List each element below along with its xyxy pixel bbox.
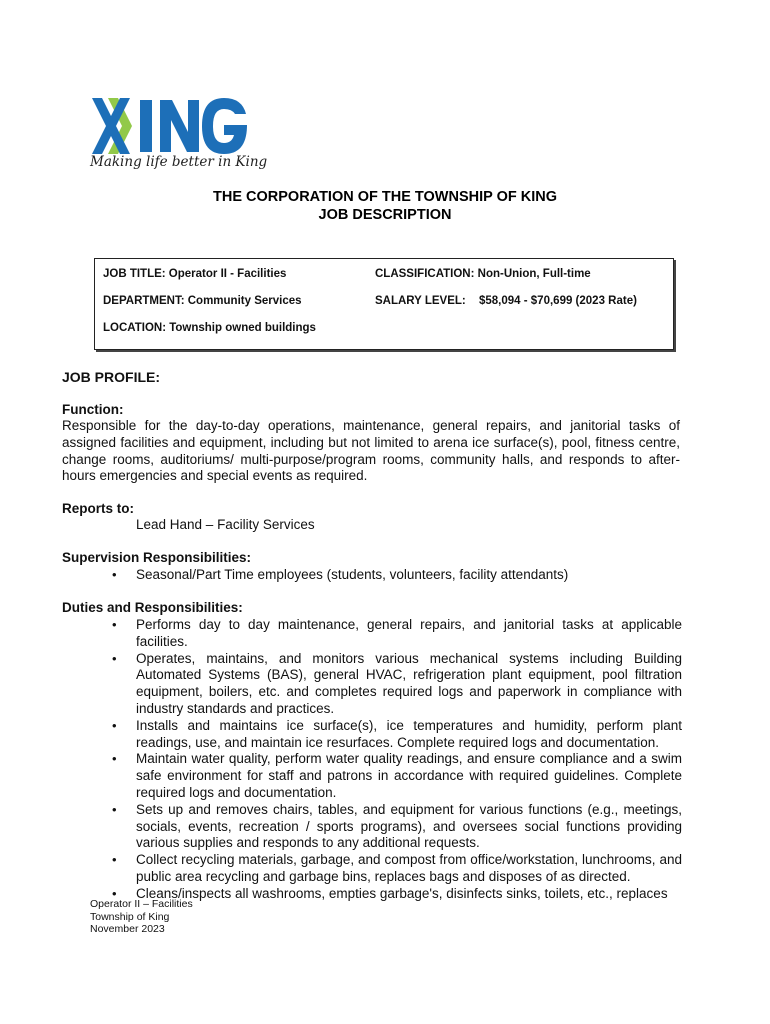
function-heading: Function: — [62, 402, 124, 417]
bullet-icon: • — [112, 650, 117, 666]
list-item: • Cleans/inspects all washrooms, empties garbage's, disinfects sinks, toilets, etc., replaces — [112, 885, 668, 901]
bullet-icon: • — [112, 567, 117, 582]
salary-value: $58,094 - $70,699 (2023 Rate) — [479, 295, 637, 307]
list-item: • Seasonal/Part Time employees (students, volunteers, facility attendants) — [112, 567, 569, 582]
footer-line-1: Operator II – Facilities — [90, 898, 193, 910]
footer-line-3: November 2023 — [90, 923, 165, 936]
list-item: • Collect recycling materials, garbage, and compost from office/workstation, lunchrooms, and public area recycling and garbage bins, replaces bags and disposes of as directed. — [112, 852, 682, 884]
footer-line-2: Township of King — [90, 910, 170, 923]
supervision-list — [62, 567, 682, 584]
reports-to-heading: Reports to: — [62, 501, 134, 516]
location: LOCATION: Township owned buildings — [103, 322, 316, 334]
document-title: JOB DESCRIPTION — [318, 207, 452, 223]
duties-heading: Duties and Responsibilities: — [62, 600, 243, 615]
supervision-heading: Supervision Responsibilities: — [62, 550, 252, 565]
logo-tagline: Making life better in King — [90, 154, 268, 170]
job-profile-heading: JOB PROFILE: — [62, 369, 161, 385]
bullet-icon: • — [112, 617, 117, 632]
classification: CLASSIFICATION: Non-Union, Full-time — [375, 268, 591, 280]
list-item: • Operates, maintains, and monitors various mechanical systems including Building Automated Systems (BAS), general HVAC, refrigeration plant equipment, pool filtration equipment, boilers, etc. and completes required logs and paperwork in compliance with industry standards and practices. — [112, 650, 682, 716]
salary-label: SALARY LEVEL: — [375, 295, 466, 307]
bullet-icon: • — [112, 852, 117, 868]
corporation-title: THE CORPORATION OF THE TOWNSHIP OF KING — [213, 189, 557, 205]
duties-list — [62, 617, 682, 903]
bullet-icon: • — [112, 885, 117, 901]
list-item: • Installs and maintains ice surface(s), ice temperatures and humidity, perform plant readings, use, and maintain ice resurfaces. Complete required logs and documentation. — [112, 717, 682, 750]
list-item: • Performs day to day maintenance, general repairs, and janitorial tasks at applicable facilities. — [112, 617, 682, 649]
function-text: Responsible for the day-to-day operations, maintenance, general repairs, and janitorial tasks of assigned facilities and equipment, including but not limited to arena ice surface(s), pool, fitness centre, change rooms, auditoriums/ multi-purpose/program rooms, community halls, and responds to after-hours emergencies and special events as required. — [62, 418, 680, 484]
job-info-box — [94, 258, 674, 350]
list-item: • Sets up and removes chairs, tables, and equipment for various functions (e.g., meetings, socials, events, recreation / sports programs), and oversees social functions providing various supplies and responds to any additional requests. — [112, 801, 682, 851]
king-logo — [90, 96, 250, 156]
job-title: JOB TITLE: Operator II - Facilities — [103, 268, 287, 280]
page-footer — [90, 898, 193, 936]
bullet-icon: • — [112, 751, 117, 767]
bullet-icon: • — [112, 717, 117, 733]
list-item: • Maintain water quality, perform water quality readings, and ensure compliance and a swim safe environment for staff and patrons in accordance with required guidelines. Complete required logs and documentation. — [112, 751, 682, 800]
department: DEPARTMENT: Community Services — [103, 295, 302, 307]
bullet-icon: • — [112, 801, 117, 817]
reports-to-text: Lead Hand – Facility Services — [136, 517, 315, 532]
